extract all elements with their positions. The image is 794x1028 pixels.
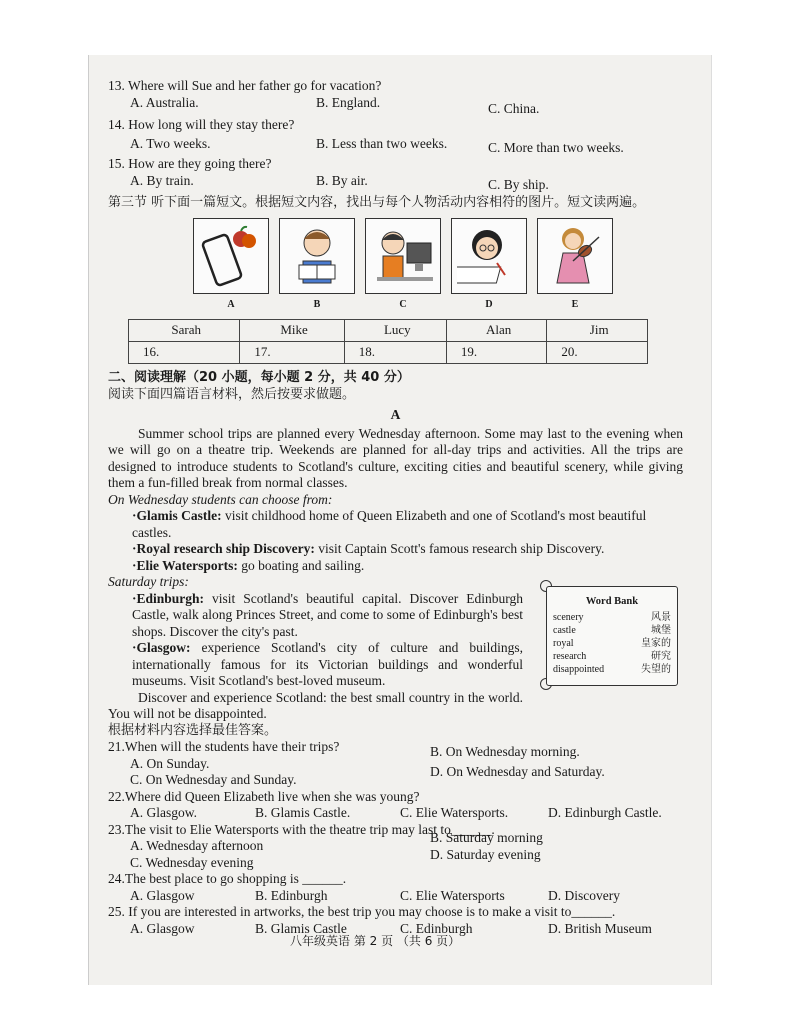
- question-stem: 25. If you are interested in artworks, the best trip you may choose is to make a visit to______.: [108, 904, 616, 919]
- picture-label: B: [313, 298, 321, 310]
- option-b: B. By air.: [316, 172, 368, 188]
- word-bank-entry: [553, 637, 671, 650]
- picture-d: [451, 218, 527, 314]
- option-b: B. On Wednesday morning.: [430, 743, 580, 759]
- trip-name: ·Edinburgh:: [132, 590, 205, 606]
- option-a: A. Glasgow: [130, 887, 195, 903]
- option-a: A. Australia.: [130, 94, 199, 110]
- question-stem: 14. How long will they stay there?: [108, 117, 295, 132]
- question-stem: 24.The best place to go shopping is ______.: [108, 871, 347, 886]
- trip-glasgow: [108, 640, 523, 690]
- question-23: [108, 822, 683, 872]
- question-15: [108, 156, 683, 193]
- picture-label: A: [227, 298, 235, 310]
- trip-text: go boating and sailing.: [237, 557, 365, 573]
- picture-a: [193, 218, 269, 314]
- reading-section-header: 二、阅读理解（20 小题，每小题 2 分，共 40 分）: [108, 370, 410, 385]
- word-en: castle: [553, 625, 576, 636]
- word-bank-entry: [553, 663, 671, 676]
- picture-row: [193, 218, 683, 314]
- picture-c: [365, 218, 441, 314]
- picture-b: [279, 218, 355, 314]
- name-cell: Mike: [240, 320, 344, 342]
- word-cn: 风景: [651, 612, 671, 623]
- name-cell: Sarah: [129, 320, 240, 342]
- option-b: B. Saturday morning: [430, 830, 543, 845]
- trip-text: experience Scotland's city of culture and buildings, internationally famous for its Victorian buildings and wonderful museums. Visit Scotland's best-loved museum.: [132, 640, 523, 688]
- question-stem: 13. Where will Sue and her father go for vacation?: [108, 78, 382, 93]
- option-a: A. On Sunday.: [130, 755, 210, 771]
- option-c: C. By ship.: [488, 176, 549, 192]
- option-d: D. On Wednesday and Saturday.: [430, 764, 605, 779]
- trip-royal: [108, 541, 683, 558]
- word-cn: 研究: [651, 651, 671, 662]
- closing-paragraph: Discover and experience Scotland: the best small country in the world. You will not be disappointed.: [108, 689, 523, 721]
- picture-label: C: [399, 298, 407, 310]
- option-b: B. Edinburgh: [255, 887, 328, 903]
- name-cell: Alan: [446, 320, 547, 342]
- word-bank: [536, 580, 686, 692]
- word-cn: 皇家的: [641, 638, 671, 649]
- question-22: [108, 789, 683, 822]
- reading-instruction: 阅读下面四篇语言材料，然后按要求做题。: [108, 386, 356, 402]
- option-a: A. Wednesday afternoon: [130, 838, 264, 853]
- trip-text: visit childhood home of Queen Elizabeth and one of Scotland's most beautiful castles.: [132, 508, 647, 540]
- word-bank-entry: [553, 650, 671, 663]
- word-en: scenery: [553, 612, 584, 623]
- boy-reading-icon: [279, 218, 355, 294]
- trip-text: visit Scotland's beautiful capital. Discover Edinburgh Castle, walk along Princes Street, and come to some of Edinburgh's best shops. Discover the city's past.: [132, 590, 523, 639]
- word-cn: 城堡: [651, 625, 671, 636]
- phone-apple-icon: [193, 218, 269, 294]
- option-c: C. Wednesday evening: [130, 854, 254, 870]
- question-stem: 15. How are they going there?: [108, 156, 272, 171]
- option-d: D. Edinburgh Castle.: [548, 805, 662, 820]
- word-en: disappointed: [553, 664, 605, 675]
- option-b: B. Less than two weeks.: [316, 135, 448, 151]
- word-en: royal: [553, 638, 574, 649]
- word-bank-title: Word Bank: [585, 596, 639, 607]
- option-a: A. Glasgow.: [130, 805, 197, 820]
- trip-name: ·Glasgow:: [132, 640, 191, 655]
- girl-drawing-icon: [451, 218, 527, 294]
- answer-cell[interactable]: [446, 342, 547, 364]
- trip-name: ·Glamis Castle:: [132, 508, 222, 523]
- option-b: B. Glamis Castle: [255, 920, 347, 936]
- picture-label: D: [485, 298, 493, 310]
- option-a: A. Two weeks.: [130, 135, 211, 151]
- option-c: C. On Wednesday and Sunday.: [130, 772, 297, 787]
- trip-text: visit Captain Scott's famous research ship Discovery.: [314, 541, 605, 556]
- question-14: [108, 117, 683, 156]
- question-stem: 22.Where did Queen Elizabeth live when she was young?: [108, 788, 420, 804]
- question-21: [108, 739, 683, 789]
- girl-violin-icon: [537, 218, 613, 294]
- answer-cell[interactable]: [129, 342, 240, 364]
- option-d: D. British Museum: [548, 920, 652, 936]
- answer-instruction: 根据材料内容选择最佳答案。: [108, 722, 278, 738]
- answer-cell[interactable]: [240, 342, 344, 364]
- question-24: [108, 871, 683, 904]
- saturday-heading: Saturday trips:: [108, 574, 189, 589]
- blank-number: 20.: [561, 344, 578, 360]
- trip-elie: [108, 558, 683, 575]
- word-en: research: [553, 651, 587, 662]
- wednesday-heading: On Wednesday students can choose from:: [108, 491, 333, 507]
- option-c: C. China.: [488, 100, 540, 116]
- option-c: C. Edinburgh: [400, 920, 473, 936]
- answer-cell[interactable]: [344, 342, 446, 364]
- blank-number: 19.: [460, 344, 478, 360]
- passage-title: A: [390, 407, 401, 422]
- option-c: C. Elie Watersports.: [400, 805, 509, 820]
- trip-glamis: [108, 508, 683, 541]
- blank-number: 18.: [358, 344, 376, 360]
- page-footer: 八年级英语 第 2 页 （共 6 页）: [290, 934, 461, 948]
- word-cn: 失望的: [641, 664, 671, 675]
- option-c: C. More than two weeks.: [488, 139, 624, 155]
- matching-table: [128, 319, 648, 364]
- answer-cell[interactable]: [547, 342, 648, 364]
- boy-computer-icon: [365, 218, 441, 294]
- word-bank-entry: [553, 611, 671, 624]
- option-d: D. Saturday evening: [430, 846, 541, 862]
- option-d: D. Discovery: [548, 887, 620, 903]
- option-b: B. England.: [316, 94, 381, 110]
- option-a: A. By train.: [130, 172, 194, 188]
- page-content: [108, 78, 683, 937]
- question-13: [108, 78, 683, 117]
- question-stem: 23.The visit to Elie Watersports with the theatre trip may last to______.: [108, 821, 495, 837]
- option-c: C. Elie Watersports: [400, 887, 505, 903]
- picture-label: E: [571, 298, 579, 310]
- question-stem: 21.When will the students have their trips?: [108, 739, 340, 754]
- name-cell: Lucy: [344, 320, 446, 342]
- word-bank-box: [546, 586, 678, 686]
- blank-number: 17.: [254, 344, 271, 360]
- trip-name: ·Elie Watersports:: [132, 557, 238, 573]
- blank-number: 16.: [143, 344, 160, 360]
- picture-e: [537, 218, 613, 314]
- option-b: B. Glamis Castle.: [255, 805, 351, 820]
- option-a: A. Glasgow: [130, 920, 195, 936]
- trip-edinburgh: [108, 591, 523, 641]
- word-bank-entry: [553, 624, 671, 637]
- name-cell: Jim: [547, 320, 648, 342]
- passage-paragraph: Summer school trips are planned every Wednesday afternoon. Some may last to the evening when we will go on a theatre trip. Weekends are planned for all-day trips and activities. All the trips are designed to introduce students to Scotland's culture, exciting cities and beautiful scenery, while giving them a fun-filled break from normal classes.: [108, 425, 683, 490]
- section3-instruction: 第三节 听下面一篇短文。根据短文内容，找出与每个人物活动内容相符的图片。短文读两遍。: [108, 195, 646, 210]
- trip-name: ·Royal research ship Discovery:: [132, 541, 315, 556]
